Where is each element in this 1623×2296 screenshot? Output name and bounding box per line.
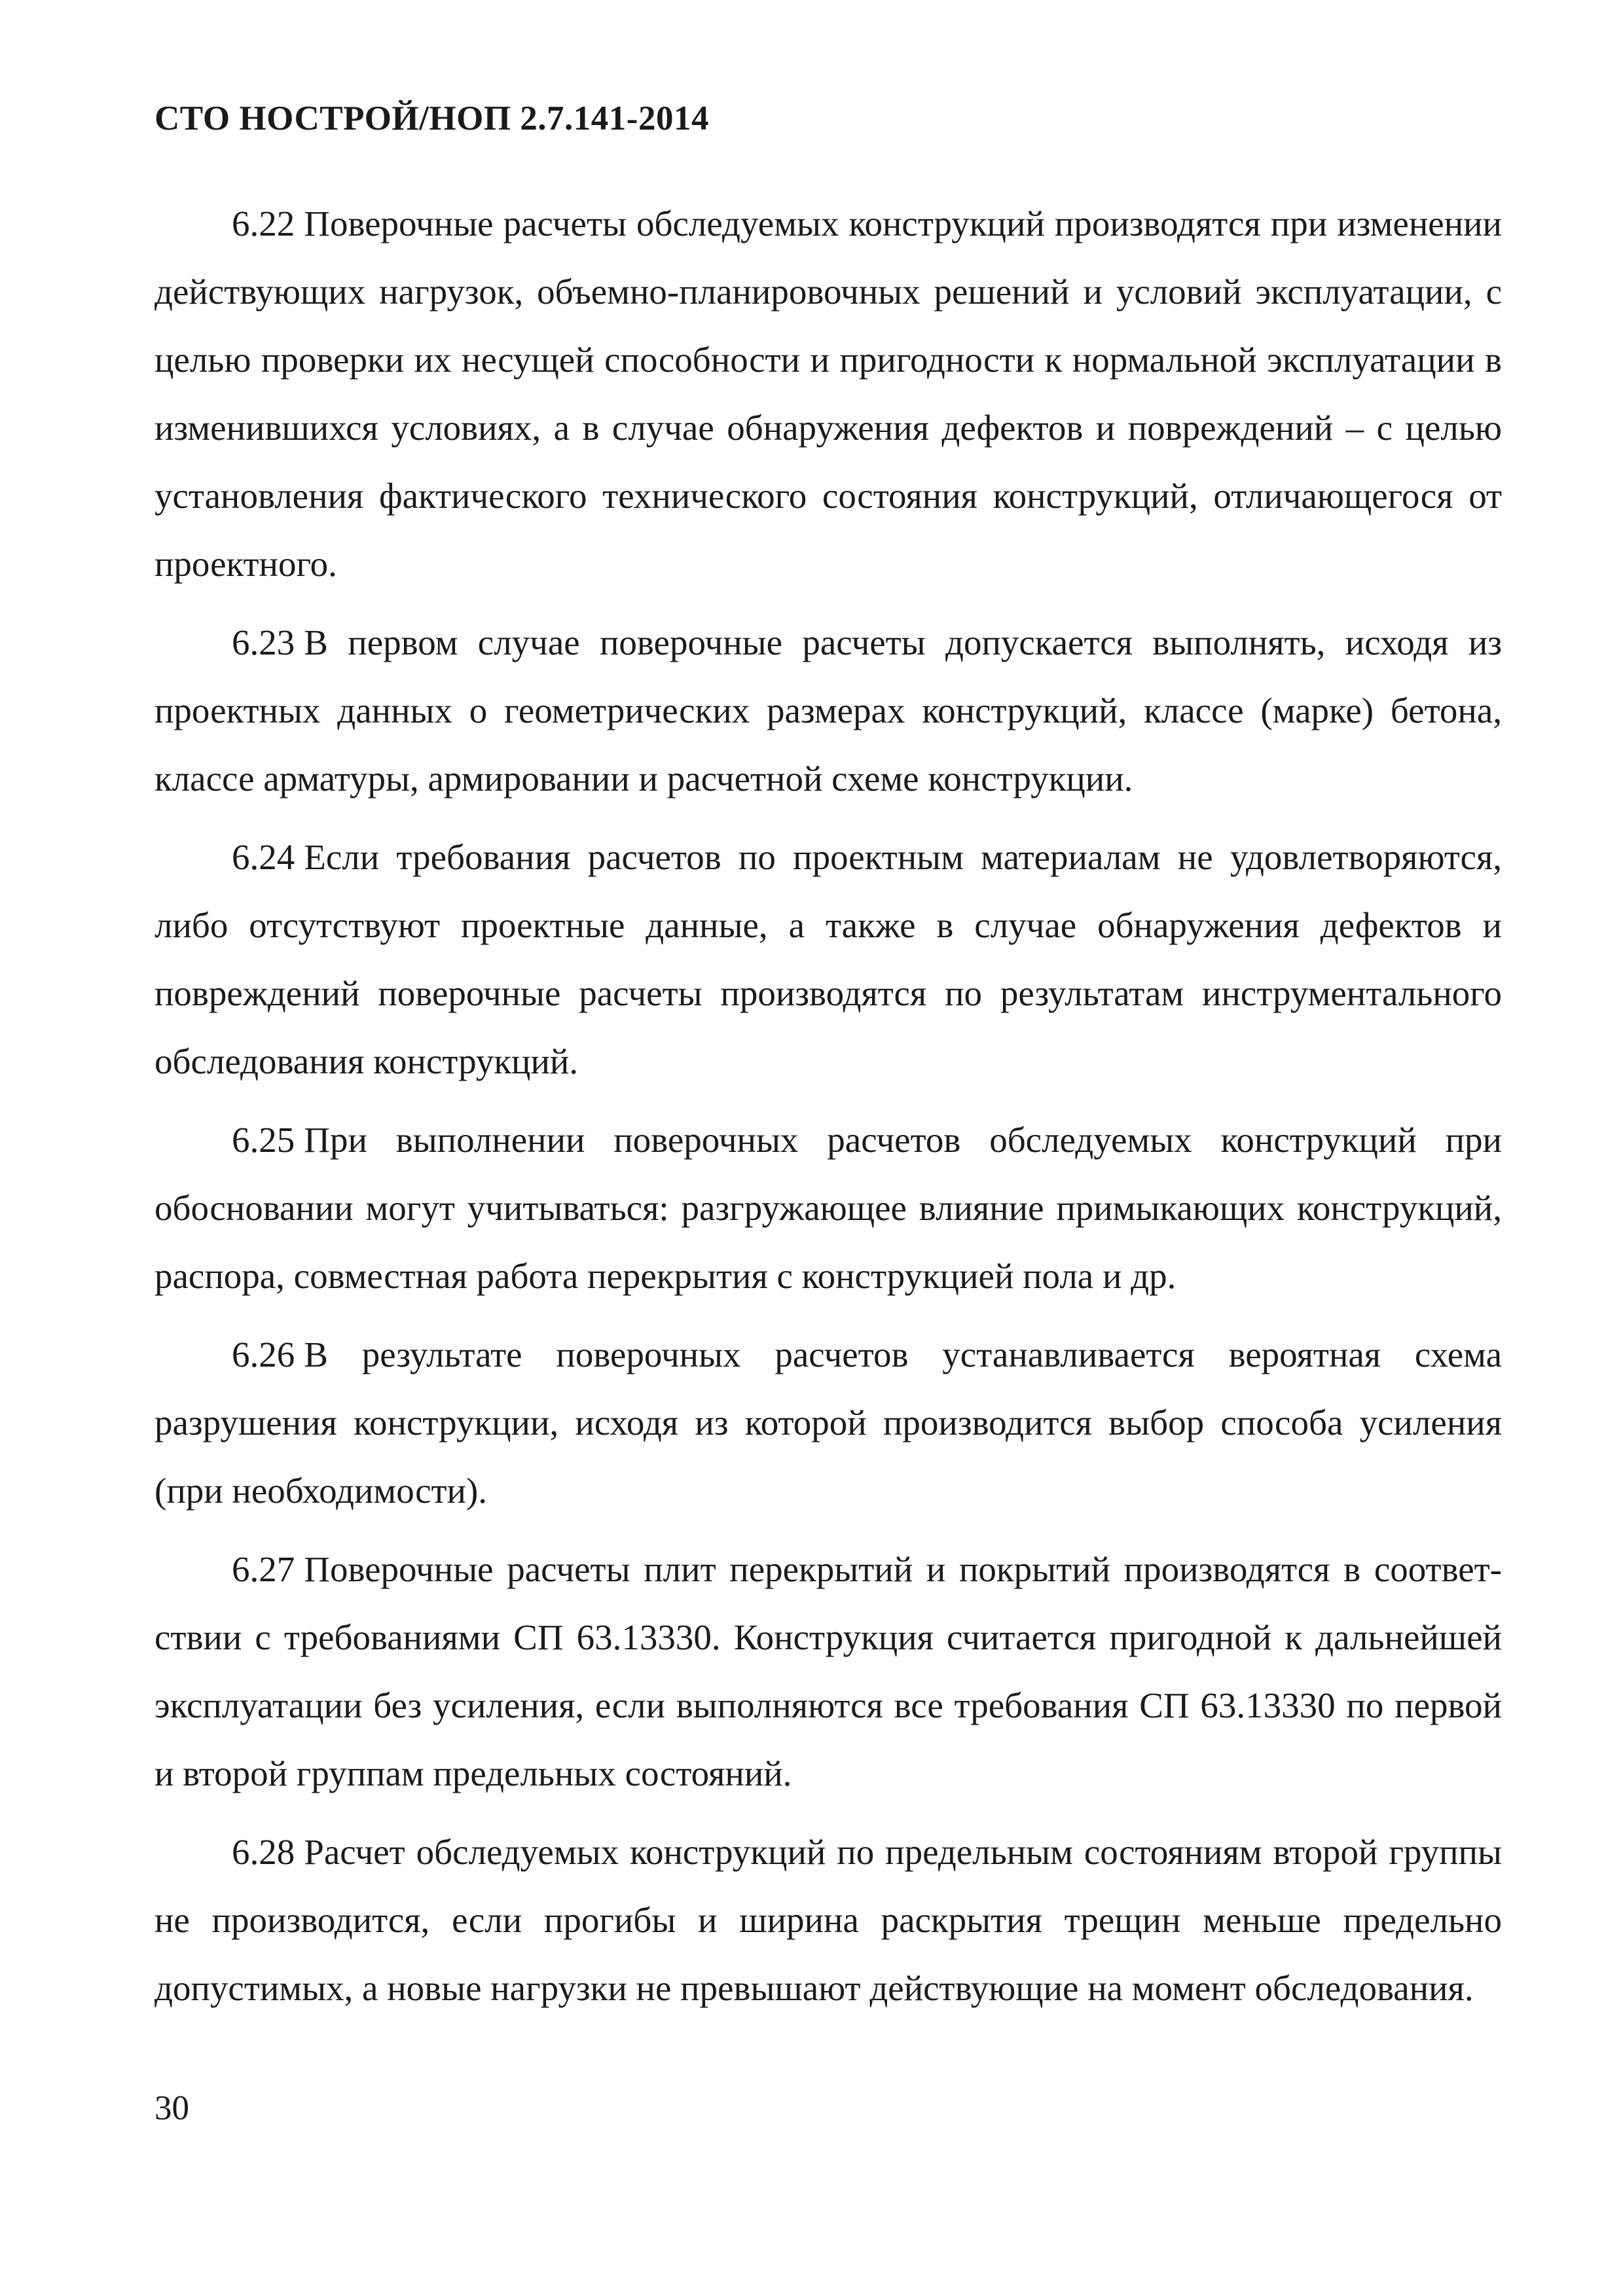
paragraph-text: При выполнении поверочных расчетов обследуемых конструкций при обосновании могут учитываться: разгружающее влияние примыкающих конструкций, распора, совместная работа перекрытия с конструкцией пола и др. xyxy=(155,1120,1502,1296)
document-header-title: СТО НОСТРОЙ/НОП 2.7.141-2014 xyxy=(155,99,709,137)
paragraph-number: 6.23 xyxy=(232,622,295,662)
paragraph-number: 6.28 xyxy=(232,1832,295,1872)
paragraph-text: Расчет обследуемых конструкций по предельным состояниям второй группы не производится, если прогибы и ширина раскрытия трещин меньше предельно допустимых, а новые нагрузки не превышают действующие на момент обследования. xyxy=(155,1832,1502,2008)
paragraph-6-22 xyxy=(155,190,1502,598)
document-body xyxy=(155,190,1502,2033)
page-number: 30 xyxy=(155,2089,189,2127)
paragraph-number: 6.22 xyxy=(232,204,295,243)
paragraph-6-25 xyxy=(155,1106,1502,1310)
paragraph-number: 6.24 xyxy=(232,837,295,877)
paragraph-text: Поверочные расчеты плит перекрытий и покрытий производятся в соответствии с требованиями СП 63.13330. Конструкция считается пригодной к дальнейшей эксплуатации без усиления, если выполняются все требования СП 63.13330 по первой и второй группам предельных состояний. xyxy=(155,1549,1502,1793)
paragraph-text: В первом случае поверочные расчеты допускается выполнять, исходя из проектных данных о геометрических размерах конструкций, классе (марке) бетона, классе арматуры, армировании и расчетной схеме конструкции. xyxy=(155,622,1502,798)
paragraph-6-26 xyxy=(155,1321,1502,1525)
paragraph-6-24 xyxy=(155,823,1502,1096)
paragraph-6-28 xyxy=(155,1818,1502,2022)
paragraph-6-23 xyxy=(155,609,1502,813)
paragraph-number: 6.25 xyxy=(232,1120,295,1160)
paragraph-number: 6.27 xyxy=(232,1549,295,1589)
paragraph-6-27 xyxy=(155,1535,1502,1808)
paragraph-text: Если требования расчетов по проектным материалам не удовлетворяются, либо отсутствуют проектные данные, а также в случае обнаружения дефектов и повреждений поверочные расчеты производятся по результатам инструментального обследования конструкций. xyxy=(155,837,1502,1081)
paragraph-number: 6.26 xyxy=(232,1335,295,1374)
paragraph-text: В результате поверочных расчетов устанавливается вероятная схема разрушения конструкции, исходя из которой производится выбор способа усиления (при необходимости). xyxy=(155,1335,1502,1511)
paragraph-text: Поверочные расчеты обследуемых конструкций производятся при изменении действующих нагрузок, объемно-планировочных решений и условий эксплуатации, с целью проверки их несущей способности и пригодности к нормальной эксплуатации в изменившихся условиях, а в случае обнаружения дефектов и повреждений – с целью установления фактического технического состояния конструкций, отличающегося от проектного. xyxy=(155,204,1502,584)
